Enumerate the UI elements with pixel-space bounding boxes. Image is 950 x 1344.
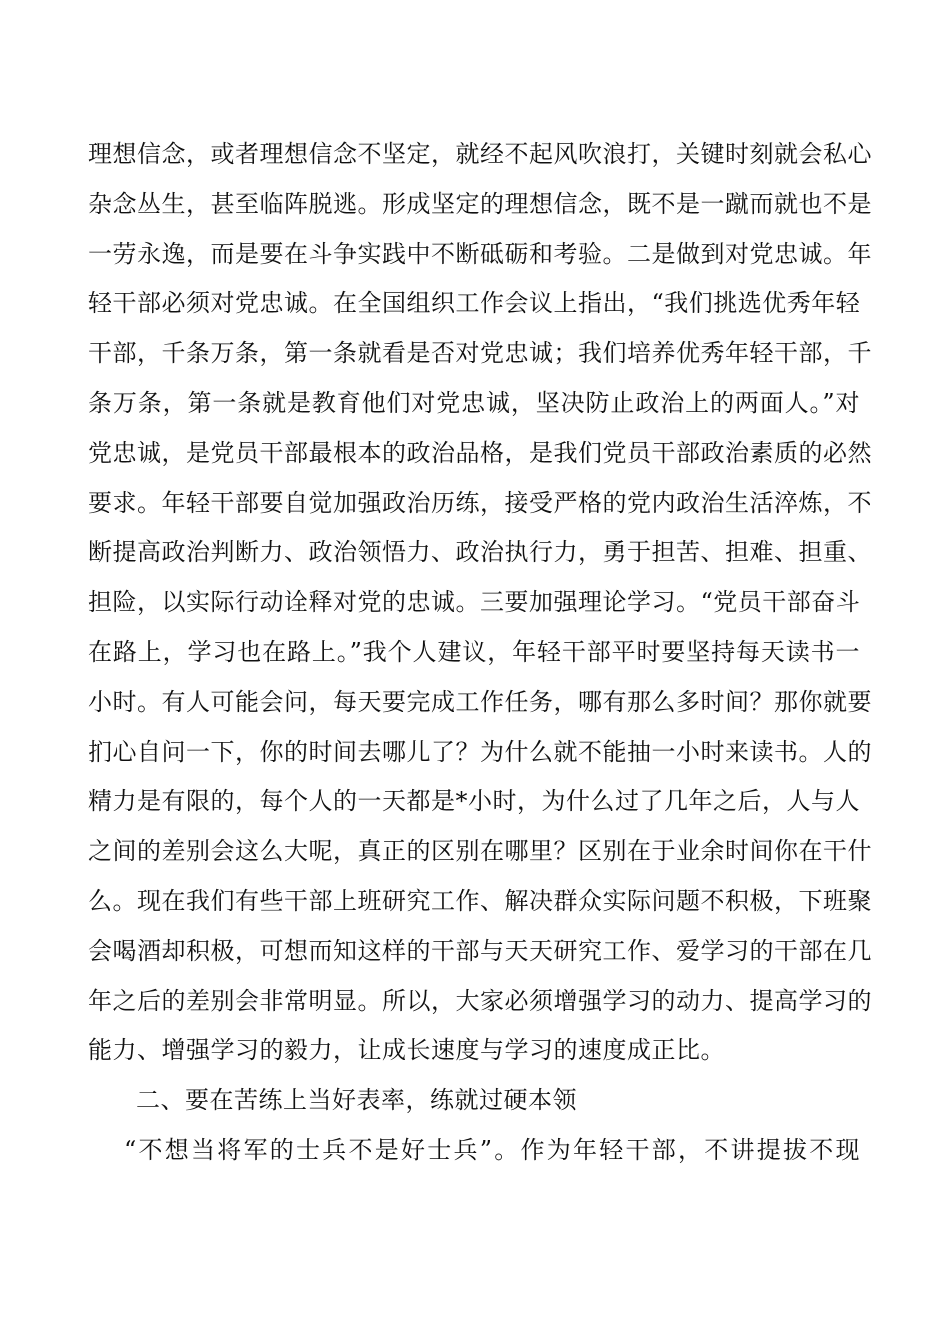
text-line-last: 能力、增强学习的毅力，让成长速度与学习的速度成正比。: [88, 1036, 725, 1065]
text-line: 轻干部必须对党忠诚。在全国组织工作会议上指出，“我们挑选优秀年轻: [88, 289, 861, 318]
text-line: 杂念丛生，甚至临阵脱逃。形成坚定的理想信念，既不是一蹴而就也不是: [88, 189, 872, 218]
text-line: 之间的差别会这么大呢，真正的区别在哪里？区别在于业余时间你在干什: [88, 837, 872, 866]
text-line: 在路上，学习也在路上。”我个人建议，年轻干部平时要坚持每天读书一: [88, 637, 860, 666]
text-line: 断提高政治判断力、政治领悟力、政治执行力，勇于担苦、担难、担重、: [88, 538, 872, 567]
text-line: 扪心自问一下，你的时间去哪儿了？为什么就不能抽一小时来读书。人的: [88, 737, 872, 766]
next-paragraph-line: “不想当将军的士兵不是好士兵”。作为年轻干部，不讲提拔不现: [124, 1135, 860, 1164]
text-line: 要求。年轻干部要自觉加强政治历练，接受严格的党内政治生活淬炼，不: [88, 488, 872, 517]
text-line: 干部，千条万条，第一条就看是否对党忠诚；我们培养优秀年轻干部，千: [88, 339, 872, 368]
text-line: 条万条，第一条就是教育他们对党忠诚，坚决防止政治上的两面人。”对: [88, 388, 860, 417]
text-line: 精力是有限的，每个人的一天都是*小时，为什么过了几年之后，人与人: [88, 787, 860, 816]
text-line: 理想信念，或者理想信念不坚定，就经不起风吹浪打，关键时刻就会私心: [88, 140, 872, 168]
text-line: 一劳永逸，而是要在斗争实践中不断砥砺和考验。二是做到对党忠诚。年: [88, 239, 872, 268]
text-line: 么。现在我们有些干部上班研究工作、解决群众实际问题不积极，下班聚: [88, 886, 872, 915]
text-line: 年之后的差别会非常明显。所以，大家必须增强学习的动力、提高学习的: [88, 986, 872, 1015]
text-line: 党忠诚，是党员干部最根本的政治品格，是我们党员干部政治素质的必然: [88, 438, 872, 467]
text-line: 会喝酒却积极，可想而知这样的干部与天天研究工作、爱学习的干部在几: [88, 936, 872, 965]
text-line: 小时。有人可能会问，每天要完成工作任务，哪有那么多时间？那你就要: [88, 687, 872, 716]
text-line: 担险，以实际行动诠释对党的忠诚。三要加强理论学习。“党员干部奋斗: [88, 588, 861, 617]
section-heading: 二、要在苦练上当好表率，练就过硬本领: [136, 1086, 577, 1115]
document-body: [88, 130, 872, 1176]
